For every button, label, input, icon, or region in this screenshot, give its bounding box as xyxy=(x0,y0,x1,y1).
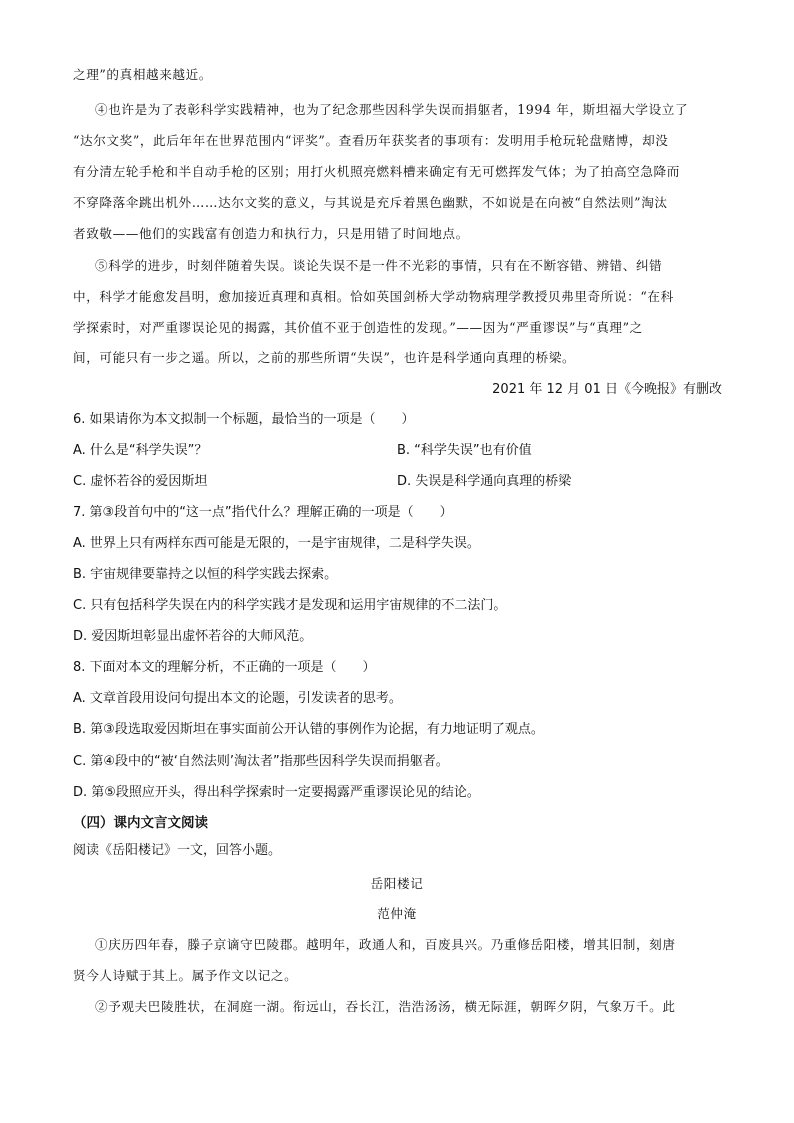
classical-text-author: 范仲淹 xyxy=(377,906,417,921)
article-paragraph-4-line-5: 者致敬——他们的实践富有创造力和执行力，只是用错了时间地点。 xyxy=(73,226,469,241)
article-paragraph-4-line-2: “达尔文奖”，此后年年在世界范围内“评奖”。查看历年获奖者的事项有：发明用手枪玩轮盘赌博，却没 xyxy=(73,133,669,148)
classical-paragraph-1-line-2: 贤今人诗赋于其上。属予作文以记之。 xyxy=(73,968,298,983)
question-6-stem: 6. 如果请你为本文拟制一个标题，最恰当的一项是（ ） xyxy=(73,412,415,427)
question-6-option-b: B. “科学失误”也有价值 xyxy=(397,443,532,458)
article-source: 2021 年 12 月 01 日《今晚报》有删改 xyxy=(492,382,722,397)
question-8-option-d: D. 第⑤段照应开头，得出科学探索时一定要揭露严重谬误论见的结论。 xyxy=(73,785,480,800)
section-4-instruction: 阅读《岳阳楼记》一文，回答小题。 xyxy=(73,843,282,858)
question-7-option-d: D. 爱因斯坦彰显出虚怀若谷的大师风范。 xyxy=(73,629,313,644)
question-7-option-c: C. 只有包括科学失误在内的科学实践才是发现和运用宇宙规律的不二法门。 xyxy=(73,598,507,613)
question-8-option-c: C. 第④段中的“被‘自然法则’淘汰者”指那些因科学失误而捐躯者。 xyxy=(73,754,449,769)
section-4-heading: （四）课内文言文阅读 xyxy=(73,815,208,831)
article-paragraph-5-line-1: ⑤科学的进步，时刻伴随着失误。谈论失误不是一件不光彩的事情，只有在不断容错、辨错、纠错 xyxy=(95,258,663,273)
article-paragraph-5-line-2: 中，科学才能愈发昌明，愈加接近真理和真相。恰如英国剑桥大学动物病理学教授贝弗里奇所说：“在科 xyxy=(73,289,674,304)
article-paragraph-5-line-4: 间，可能只有一步之遥。所以，之前的那些所谓“失误”，也许是科学通向真理的桥梁。 xyxy=(73,350,576,365)
question-6-option-d: D. 失误是科学通向真理的桥梁 xyxy=(397,474,572,489)
question-6-option-c: C. 虚怀若谷的爱因斯坦 xyxy=(73,474,208,489)
classical-paragraph-1-line-1: ①庆历四年春，滕子京谪守巴陵郡。越明年，政通人和，百废具兴。乃重修岳阳楼，增其旧制，刻唐 xyxy=(95,937,676,952)
article-paragraph-3-tail: 之理”的真相越来越近。 xyxy=(73,67,212,82)
question-7-option-a: A. 世界上只有两样东西可能是无限的，一是宇宙规律，二是科学失误。 xyxy=(73,536,480,551)
question-7-stem: 7. 第③段首句中的“这一点”指代什么？理解正确的一项是（ ） xyxy=(73,505,453,520)
article-paragraph-5-line-3: 学探索时，对严重谬误论见的揭露，其价值不亚于创造性的发现。”——因为“严重谬误”与“真理”之 xyxy=(73,320,643,335)
article-paragraph-4-line-1: ④也许是为了表彰科学实践精神，也为了纪念那些因科学失误而捐躯者，1994 年，斯坦福大学设立了 xyxy=(95,102,689,117)
question-8-stem: 8. 下面对本文的理解分析，不正确的一项是（ ） xyxy=(73,660,376,675)
article-paragraph-4-line-3: 有分清左轮手枪和半自动手枪的区别；用打火机照亮燃料槽来确定有无可燃挥发气体；为了拍高空急降而 xyxy=(73,164,680,179)
question-6-option-a: A. 什么是“科学失误”？ xyxy=(73,443,208,458)
question-8-option-b: B. 第③段选取爱因斯坦在事实面前公开认错的事例作为论据，有力地证明了观点。 xyxy=(73,722,544,737)
classical-text-title: 岳阳楼记 xyxy=(370,876,424,891)
question-7-option-b: B. 宇宙规律要靠持之以恒的科学实践去探索。 xyxy=(73,567,338,582)
question-8-option-a: A. 文章首段用设问句提出本文的论题，引发读者的思考。 xyxy=(73,691,402,706)
article-paragraph-4-line-4: 不穿降落伞跳出机外……达尔文奖的意义，与其说是充斥着黑色幽默，不如说是在向被“自然法则”淘汰 xyxy=(73,195,668,210)
classical-paragraph-2-line-1: ②予观夫巴陵胜状，在洞庭一湖。衔远山，吞长江，浩浩汤汤，横无际涯，朝晖夕阴，气象万千。此 xyxy=(95,999,676,1014)
